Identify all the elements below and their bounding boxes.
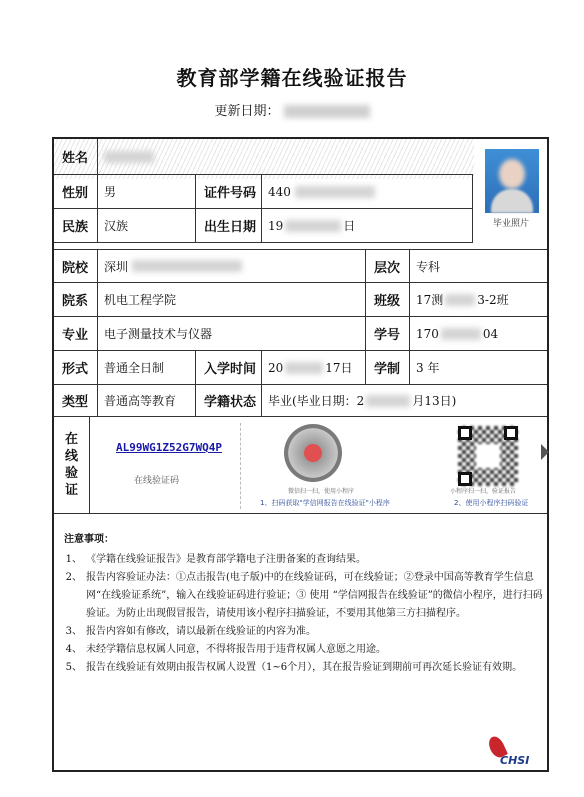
graduation-photo	[479, 145, 543, 229]
id-label: 证件号码	[196, 175, 262, 209]
school-prefix: 深圳	[104, 259, 129, 274]
chsi-logo	[478, 736, 538, 772]
school-value	[98, 249, 366, 283]
level-label: 层次	[366, 249, 410, 283]
gender-value: 男	[98, 175, 196, 209]
major-value: 电子测量技术与仪器	[98, 317, 366, 351]
student-no-label: 学号	[366, 317, 410, 351]
redacted-birth	[285, 220, 341, 232]
note-text: 未经学籍信息权属人同意，不得将报告用于违背权属人意愿之用途。	[86, 644, 386, 655]
verification-code-caption: 在线验证码	[134, 476, 180, 486]
redacted-enroll	[285, 362, 323, 374]
note-number: 2、	[65, 572, 82, 583]
note-item	[64, 569, 544, 623]
notes-section	[64, 531, 544, 677]
qr-hint: 小程序扫一扫，验证报告	[450, 488, 517, 495]
redacted-id	[295, 186, 375, 198]
update-date-label: 更新日期：	[214, 104, 280, 119]
redacted-name	[104, 151, 154, 163]
update-date	[0, 100, 584, 119]
chsi-logo-text: CHSI	[500, 754, 530, 767]
enroll-value	[262, 351, 366, 385]
verify-char: 在	[64, 432, 78, 447]
student-no-value	[410, 317, 547, 351]
wechat-hint: 微信扫一扫，使用小程序	[288, 488, 355, 495]
note-number: 5、	[65, 662, 82, 673]
ethnicity-label: 民族	[54, 209, 98, 243]
status-value	[262, 385, 547, 417]
divider	[54, 513, 547, 514]
verify-label	[54, 417, 90, 513]
birth-prefix: 19	[268, 218, 284, 233]
wechat-step: 1、扫码获取"学信网报告在线验证"小程序	[260, 499, 390, 507]
notes-heading: 注意事项：	[64, 534, 114, 545]
redacted-class	[445, 294, 475, 306]
birth-suffix: 日	[343, 219, 356, 233]
redacted-status	[366, 395, 410, 407]
note-number: 4、	[65, 644, 82, 655]
status-prefix: 毕业(毕业日期：2	[268, 394, 365, 408]
verify-char: 证	[64, 483, 78, 498]
note-item	[64, 659, 544, 677]
note-text: 报告内容验证办法：①点击报告(电子版)中的在线验证码，可在线验证；②登录中国高等教育学生信息网“在线验证系统”，输入在线验证码进行验证；③ 使用 “学信网报告在线验证”的微信小程序，进行扫码验证。为防止出现假冒报告，请使用该小程序扫描验证，不要用其他第三方扫描程序。	[86, 572, 543, 619]
birth-value	[262, 209, 473, 243]
type-value: 普通高等教育	[98, 385, 196, 417]
verify-char: 线	[64, 449, 78, 464]
name-label: 姓名	[54, 139, 98, 175]
school-label: 院校	[54, 249, 98, 283]
duration-label: 学制	[366, 351, 410, 385]
status-label: 学籍状态	[196, 385, 262, 417]
duration-value: 3 年	[410, 351, 547, 385]
photo-caption: 毕业照片	[492, 219, 529, 229]
note-text: 报告内容如有修改，请以最新在线验证的内容为准。	[86, 626, 316, 637]
report-card	[52, 137, 549, 772]
department-label: 院系	[54, 283, 98, 317]
note-item	[64, 551, 544, 569]
report-title: 教育部学籍在线验证报告	[176, 66, 408, 90]
note-text: 《学籍在线验证报告》是教育部学籍电子注册备案的查询结果。	[86, 554, 366, 565]
department-value: 机电工程学院	[98, 283, 366, 317]
class-prefix: 17测	[416, 293, 444, 307]
class-suffix: 3-2班	[477, 293, 509, 307]
divider	[240, 423, 241, 509]
verification-code-link[interactable]: AL99WG1Z52G7WQ4P	[116, 441, 222, 454]
class-value	[410, 283, 547, 317]
major-label: 专业	[54, 317, 98, 351]
note-item	[64, 623, 544, 641]
birth-label: 出生日期	[196, 209, 262, 243]
form-label: 形式	[54, 351, 98, 385]
level-value: 专科	[410, 249, 547, 283]
student-no-prefix: 170	[416, 326, 439, 341]
enroll-prefix: 20	[268, 360, 284, 375]
id-prefix: 440	[268, 184, 291, 199]
ethnicity-value: 汉族	[98, 209, 196, 243]
qr-finder	[458, 426, 472, 440]
id-value	[262, 175, 473, 209]
enroll-suffix: 17日	[325, 361, 353, 375]
redacted-student-no	[441, 328, 481, 340]
enroll-label: 入学时间	[196, 351, 262, 385]
name-value	[98, 139, 473, 175]
note-number: 3、	[65, 626, 82, 637]
gender-label: 性别	[54, 175, 98, 209]
status-suffix: 月13日)	[412, 394, 457, 408]
verify-char: 验	[64, 466, 78, 481]
qr-finder	[504, 426, 518, 440]
form-value: 普通全日制	[98, 351, 196, 385]
student-no-suffix: 04	[482, 326, 499, 341]
note-text: 报告在线验证有效期由报告权属人设置（1~6个月），其在报告验证到期前可再次延长验证有效期。	[86, 662, 523, 673]
class-label: 班级	[366, 283, 410, 317]
qr-step: 2、使用小程序扫码验证	[454, 499, 529, 507]
note-item	[64, 641, 544, 659]
scroll-arrow-icon	[541, 444, 549, 460]
wechat-miniprogram-code	[274, 424, 354, 486]
type-label: 类型	[54, 385, 98, 417]
note-number: 1、	[65, 554, 82, 565]
qr-finder	[458, 472, 472, 486]
redacted-school	[132, 260, 242, 272]
redacted-date	[284, 105, 370, 118]
